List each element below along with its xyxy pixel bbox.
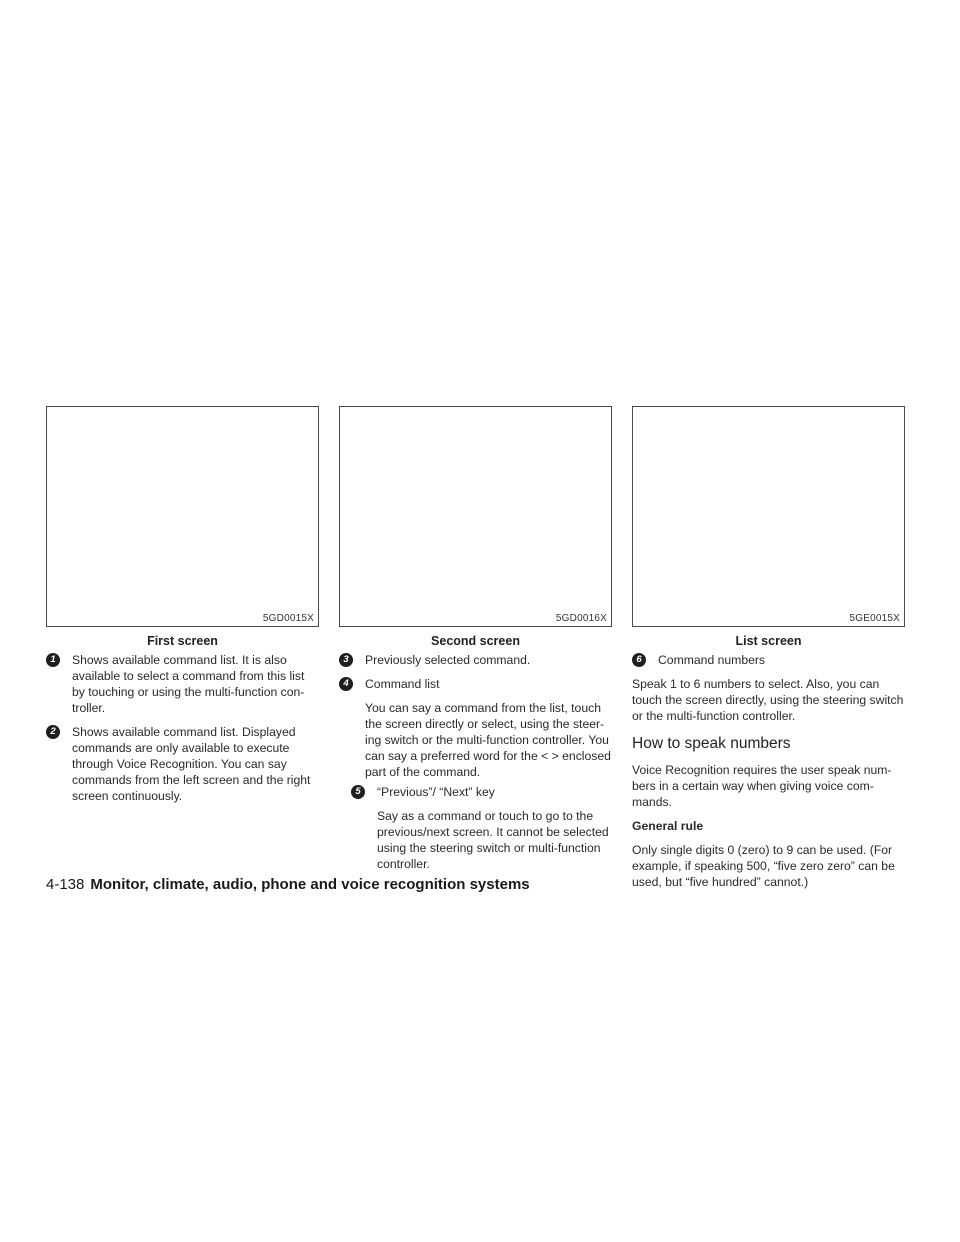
figure-caption: List screen <box>735 634 802 648</box>
figure-code: 5GD0016X <box>555 613 607 624</box>
callout-number-icon: 3 <box>339 653 353 667</box>
page-number: 4-138 <box>46 876 85 893</box>
figure-list-screen <box>632 406 905 627</box>
item-text: Command numbers <box>658 653 766 667</box>
callout-number-icon: 6 <box>632 653 646 667</box>
item-text: “Previous”/ “Next” key <box>377 785 495 799</box>
figure-first-screen <box>46 406 319 627</box>
list-item <box>339 676 612 692</box>
list-item <box>46 652 319 716</box>
item-text: Command list <box>365 677 440 691</box>
figure-code: 5GD0015X <box>262 613 314 624</box>
callout-number-icon: 5 <box>351 785 365 799</box>
list-item <box>632 652 905 668</box>
figure-second-screen <box>339 406 612 627</box>
item-text: Shows available command list. It is also available to select a command from this list by touching or using the multi-function con-troller. <box>72 653 305 715</box>
figure-code: 5GE0015X <box>849 613 900 624</box>
chapter-title: Monitor, climate, audio, phone and voice recognition systems <box>90 876 530 893</box>
section-heading: How to speak numbers <box>632 735 791 752</box>
list-item <box>351 784 612 800</box>
list-item <box>339 652 612 668</box>
column-1 <box>46 406 319 804</box>
callout-number-icon: 4 <box>339 677 353 691</box>
callout-number-icon: 1 <box>46 653 60 667</box>
list-item <box>46 724 319 804</box>
callout-number-icon: 2 <box>46 725 60 739</box>
paragraph: Only single digits 0 (zero) to 9 can be used. (For example, if speaking 500, “five zero zero” can be used, but “five hundred” cannot.) <box>632 843 895 889</box>
sub-heading: General rule <box>632 819 704 833</box>
item-description: You can say a command from the list, touch the screen directly or select, using the steer-ing switch or the multi-function controller. You can say a preferred word for the < > enclosed part of the command. <box>365 701 611 779</box>
paragraph: Speak 1 to 6 numbers to select. Also, you can touch the screen directly, using the steering switch or the multi-function controller. <box>632 677 904 723</box>
page-footer <box>46 876 530 893</box>
paragraph: Voice Recognition requires the user speak num-bers in a certain way when giving voice com-mands. <box>632 763 892 809</box>
item-text: Shows available command list. Displayed commands are only available to execute through Voice Recognition. You can say commands from the left screen and the right screen continuously. <box>72 725 311 803</box>
item-description: Say as a command or touch to go to the previous/next screen. It cannot be selected using the steering switch or multi-function controller. <box>377 809 609 871</box>
figure-caption: First screen <box>147 634 218 648</box>
item-text: Previously selected command. <box>365 653 531 667</box>
figure-caption: Second screen <box>431 634 520 648</box>
column-2 <box>339 406 612 872</box>
column-3 <box>632 406 905 890</box>
